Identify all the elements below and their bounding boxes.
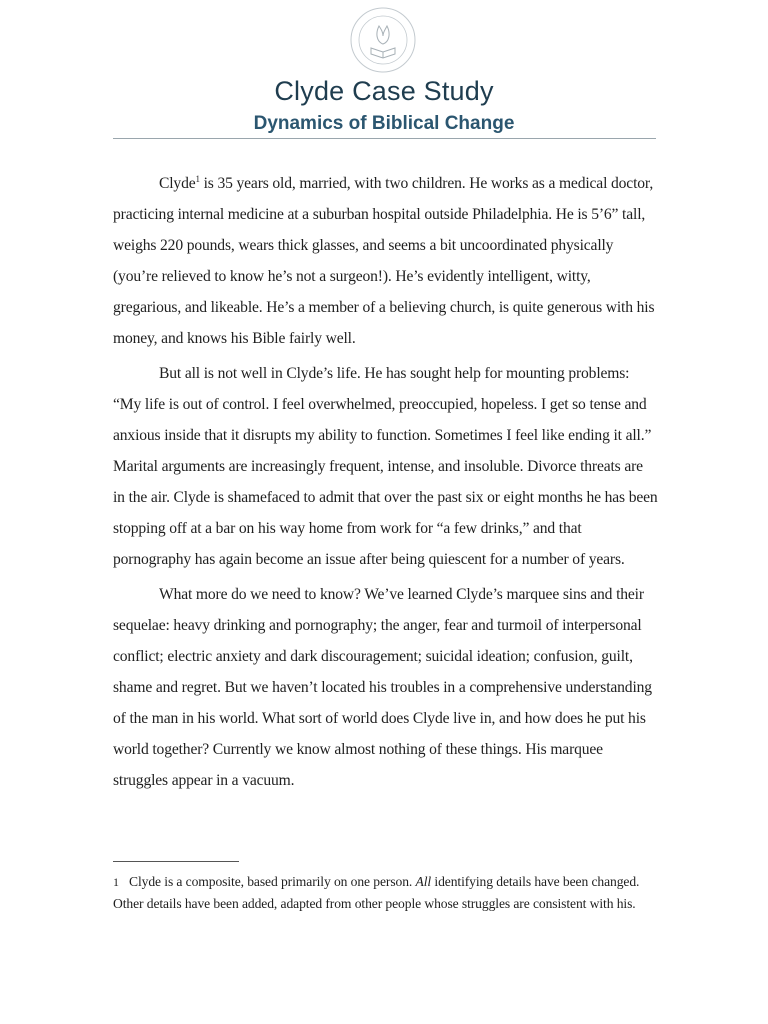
page-title: Clyde Case Study [274, 76, 494, 106]
paragraph-2: But all is not well in Clyde’s life. He has sought help for mounting problems: “My life is out of control. I feel overwhelmed, preoccupied, hopeless. I get so tense and anxious inside that it disrupts my ability to function. Sometimes I feel like ending it all.” Marital arguments are increasingly frequent, intense, and insoluble. Divorce threats are in the air. Clyde is shamefaced to admit that over the past six or eight months he has been stopping off at a bar on his way home from work for “a few drinks,” and that pornography has again become an issue after being quiescent for a number of years. [113, 365, 658, 568]
body-text [113, 168, 658, 800]
page-subtitle: Dynamics of Biblical Change [253, 113, 515, 134]
footnote-text-before: Clyde is a composite, based primarily on one person. [129, 874, 416, 889]
footnote-number: 1 [113, 875, 119, 889]
paragraph-1-text: is 35 years old, married, with two children. He works as a medical doctor, practicing internal medicine at a suburban hospital outside Philadelphia. He is 5’6” tall, weighs 220 pounds, wears thick glasses, and seems a bit uncoordinated physically (you’re relieved to know he’s not a surgeon!). He’s evidently intelligent, witty, gregarious, and likeable. He’s a member of a believing church, is quite generous with his money, and knows his Bible fairly well. [113, 175, 655, 347]
seal-logo-icon [349, 6, 417, 74]
footnote [113, 871, 658, 914]
footnote-divider [113, 861, 239, 862]
footnote-ref[interactable]: 1 [195, 174, 200, 184]
paragraph-1 [113, 168, 658, 354]
paragraph-1-lead: Clyde [159, 175, 196, 192]
paragraph-3: What more do we need to know? We’ve learned Clyde’s marquee sins and their sequelae: heavy drinking and pornography; the anger, fear and turmoil of interpersonal conflict; electric anxiety and dark discouragement; suicidal ideation; confusion, guilt, shame and regret. But we haven’t located his troubles in a comprehensive understanding of the man in his world. What sort of world does Clyde live in, and how does he put his world together? Currently we know almost nothing of these things. His marquee struggles appear in a vacuum. [113, 586, 652, 789]
footnote-emphasis: All [415, 874, 432, 889]
title-divider [113, 138, 656, 139]
footnote-text-after: identifying details have been changed. Other details have been added, adapted from other people whose struggles are consistent with his. [113, 874, 640, 911]
